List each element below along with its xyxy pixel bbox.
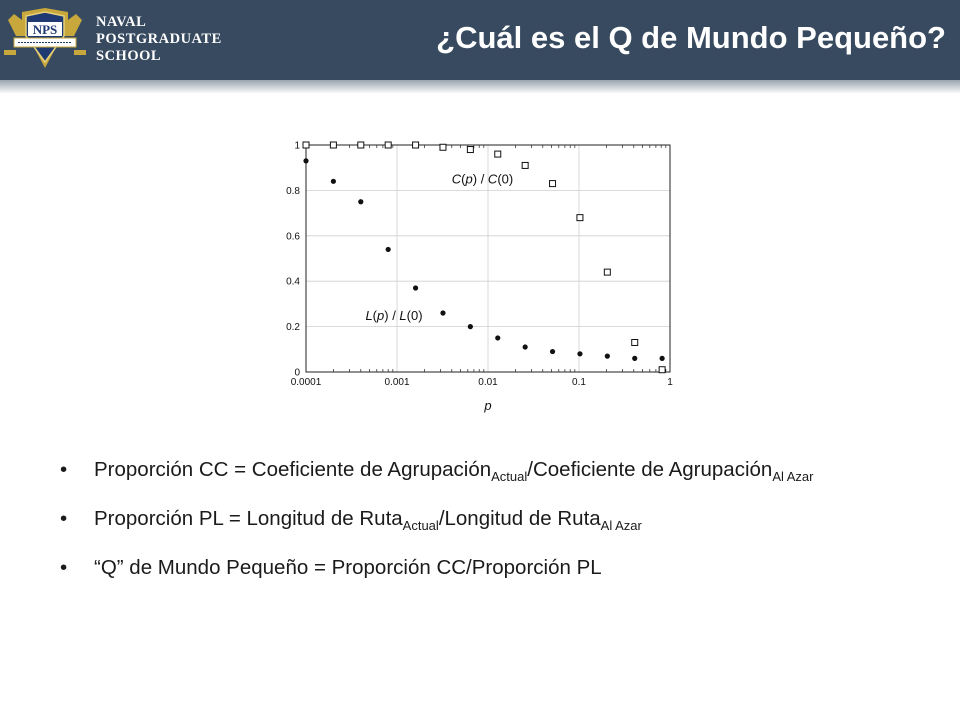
- series-label-part: (0): [406, 307, 423, 323]
- circle-marker: [303, 158, 308, 163]
- square-marker: [385, 142, 391, 148]
- bullet-item: [60, 507, 940, 531]
- scatter-chart: [270, 130, 690, 425]
- circle-marker: [550, 349, 555, 354]
- bullet-text: Proporción PL = Longitud de Ruta: [94, 507, 403, 530]
- series-label-part: (: [372, 307, 378, 323]
- square-marker: [440, 144, 446, 150]
- subscript-text: Actual: [402, 518, 439, 533]
- x-tick-label: 0.001: [384, 377, 410, 388]
- circle-marker: [605, 354, 610, 359]
- bullet-icon: •: [60, 556, 68, 579]
- square-marker: [303, 142, 309, 148]
- header-shadow: [0, 80, 960, 94]
- bullet-item: [60, 458, 940, 482]
- series-label-part: p: [377, 307, 385, 323]
- y-tick-label: 0.6: [286, 231, 300, 243]
- circle-marker: [577, 351, 582, 356]
- school-name: NAVAL POSTGRADUATE SCHOOL: [96, 14, 222, 64]
- series-label-part: C: [451, 171, 462, 187]
- x-axis-title: p: [484, 398, 492, 413]
- square-marker: [632, 339, 638, 345]
- x-tick-label: 0.01: [478, 377, 498, 388]
- square-marker: [550, 181, 556, 187]
- square-marker: [659, 367, 665, 373]
- bullet-text: /Coeficiente de Agrupación: [527, 458, 773, 481]
- series-label: [452, 172, 513, 187]
- y-tick-label: 0: [294, 367, 300, 379]
- square-marker: [467, 147, 473, 153]
- square-marker: [577, 215, 583, 221]
- y-tick-label: 0.2: [286, 322, 300, 334]
- circle-marker: [440, 310, 445, 315]
- circle-marker: [331, 179, 336, 184]
- bullet-text: /Longitud de Ruta: [438, 507, 601, 530]
- circle-marker: [468, 324, 473, 329]
- circle-marker: [660, 356, 665, 361]
- series-label-part: (0): [497, 171, 514, 187]
- bullet-text: Proporción CC = Coeficiente de Agrupación: [94, 458, 492, 481]
- circle-marker: [386, 247, 391, 252]
- square-marker: [358, 142, 364, 148]
- bullet-icon: •: [60, 458, 68, 481]
- circle-marker: [495, 335, 500, 340]
- series-label-part: L: [365, 307, 373, 323]
- nps-logo: [4, 6, 86, 72]
- header-bar: [0, 0, 960, 80]
- series-label: [365, 308, 422, 323]
- series-label-part: ) /: [384, 307, 400, 323]
- square-marker: [495, 151, 501, 157]
- svg-text:NPS: NPS: [32, 22, 58, 37]
- bullet-item: [60, 556, 940, 580]
- square-marker: [522, 162, 528, 168]
- series-label-part: ) /: [472, 171, 488, 187]
- y-tick-label: 0.8: [286, 185, 300, 197]
- subscript-text: Al Azar: [600, 518, 642, 533]
- x-tick-label: 1: [667, 377, 673, 388]
- circle-marker: [523, 344, 528, 349]
- square-marker: [413, 142, 419, 148]
- circle-marker: [358, 199, 363, 204]
- series-label-part: p: [465, 171, 473, 187]
- y-tick-label: 1: [294, 140, 300, 152]
- series-label-part: L: [399, 307, 407, 323]
- square-marker: [604, 269, 610, 275]
- series-label-part: (: [461, 171, 466, 187]
- x-tick-label: 0.1: [572, 377, 586, 388]
- circle-marker: [632, 356, 637, 361]
- y-tick-label: 0.4: [286, 276, 300, 288]
- slide-title: ¿Cuál es el Q de Mundo Pequeño?: [436, 20, 946, 55]
- subscript-text: Al Azar: [772, 469, 814, 484]
- circle-marker: [413, 285, 418, 290]
- bullet-list: [60, 458, 940, 605]
- square-marker: [330, 142, 336, 148]
- bullet-icon: •: [60, 507, 68, 530]
- bullet-text: “Q” de Mundo Pequeño = Proporción CC/Proporción PL: [94, 556, 602, 579]
- subscript-text: Actual: [491, 469, 528, 484]
- series-label-part: C: [487, 171, 498, 187]
- x-tick-label: 0.0001: [290, 377, 322, 388]
